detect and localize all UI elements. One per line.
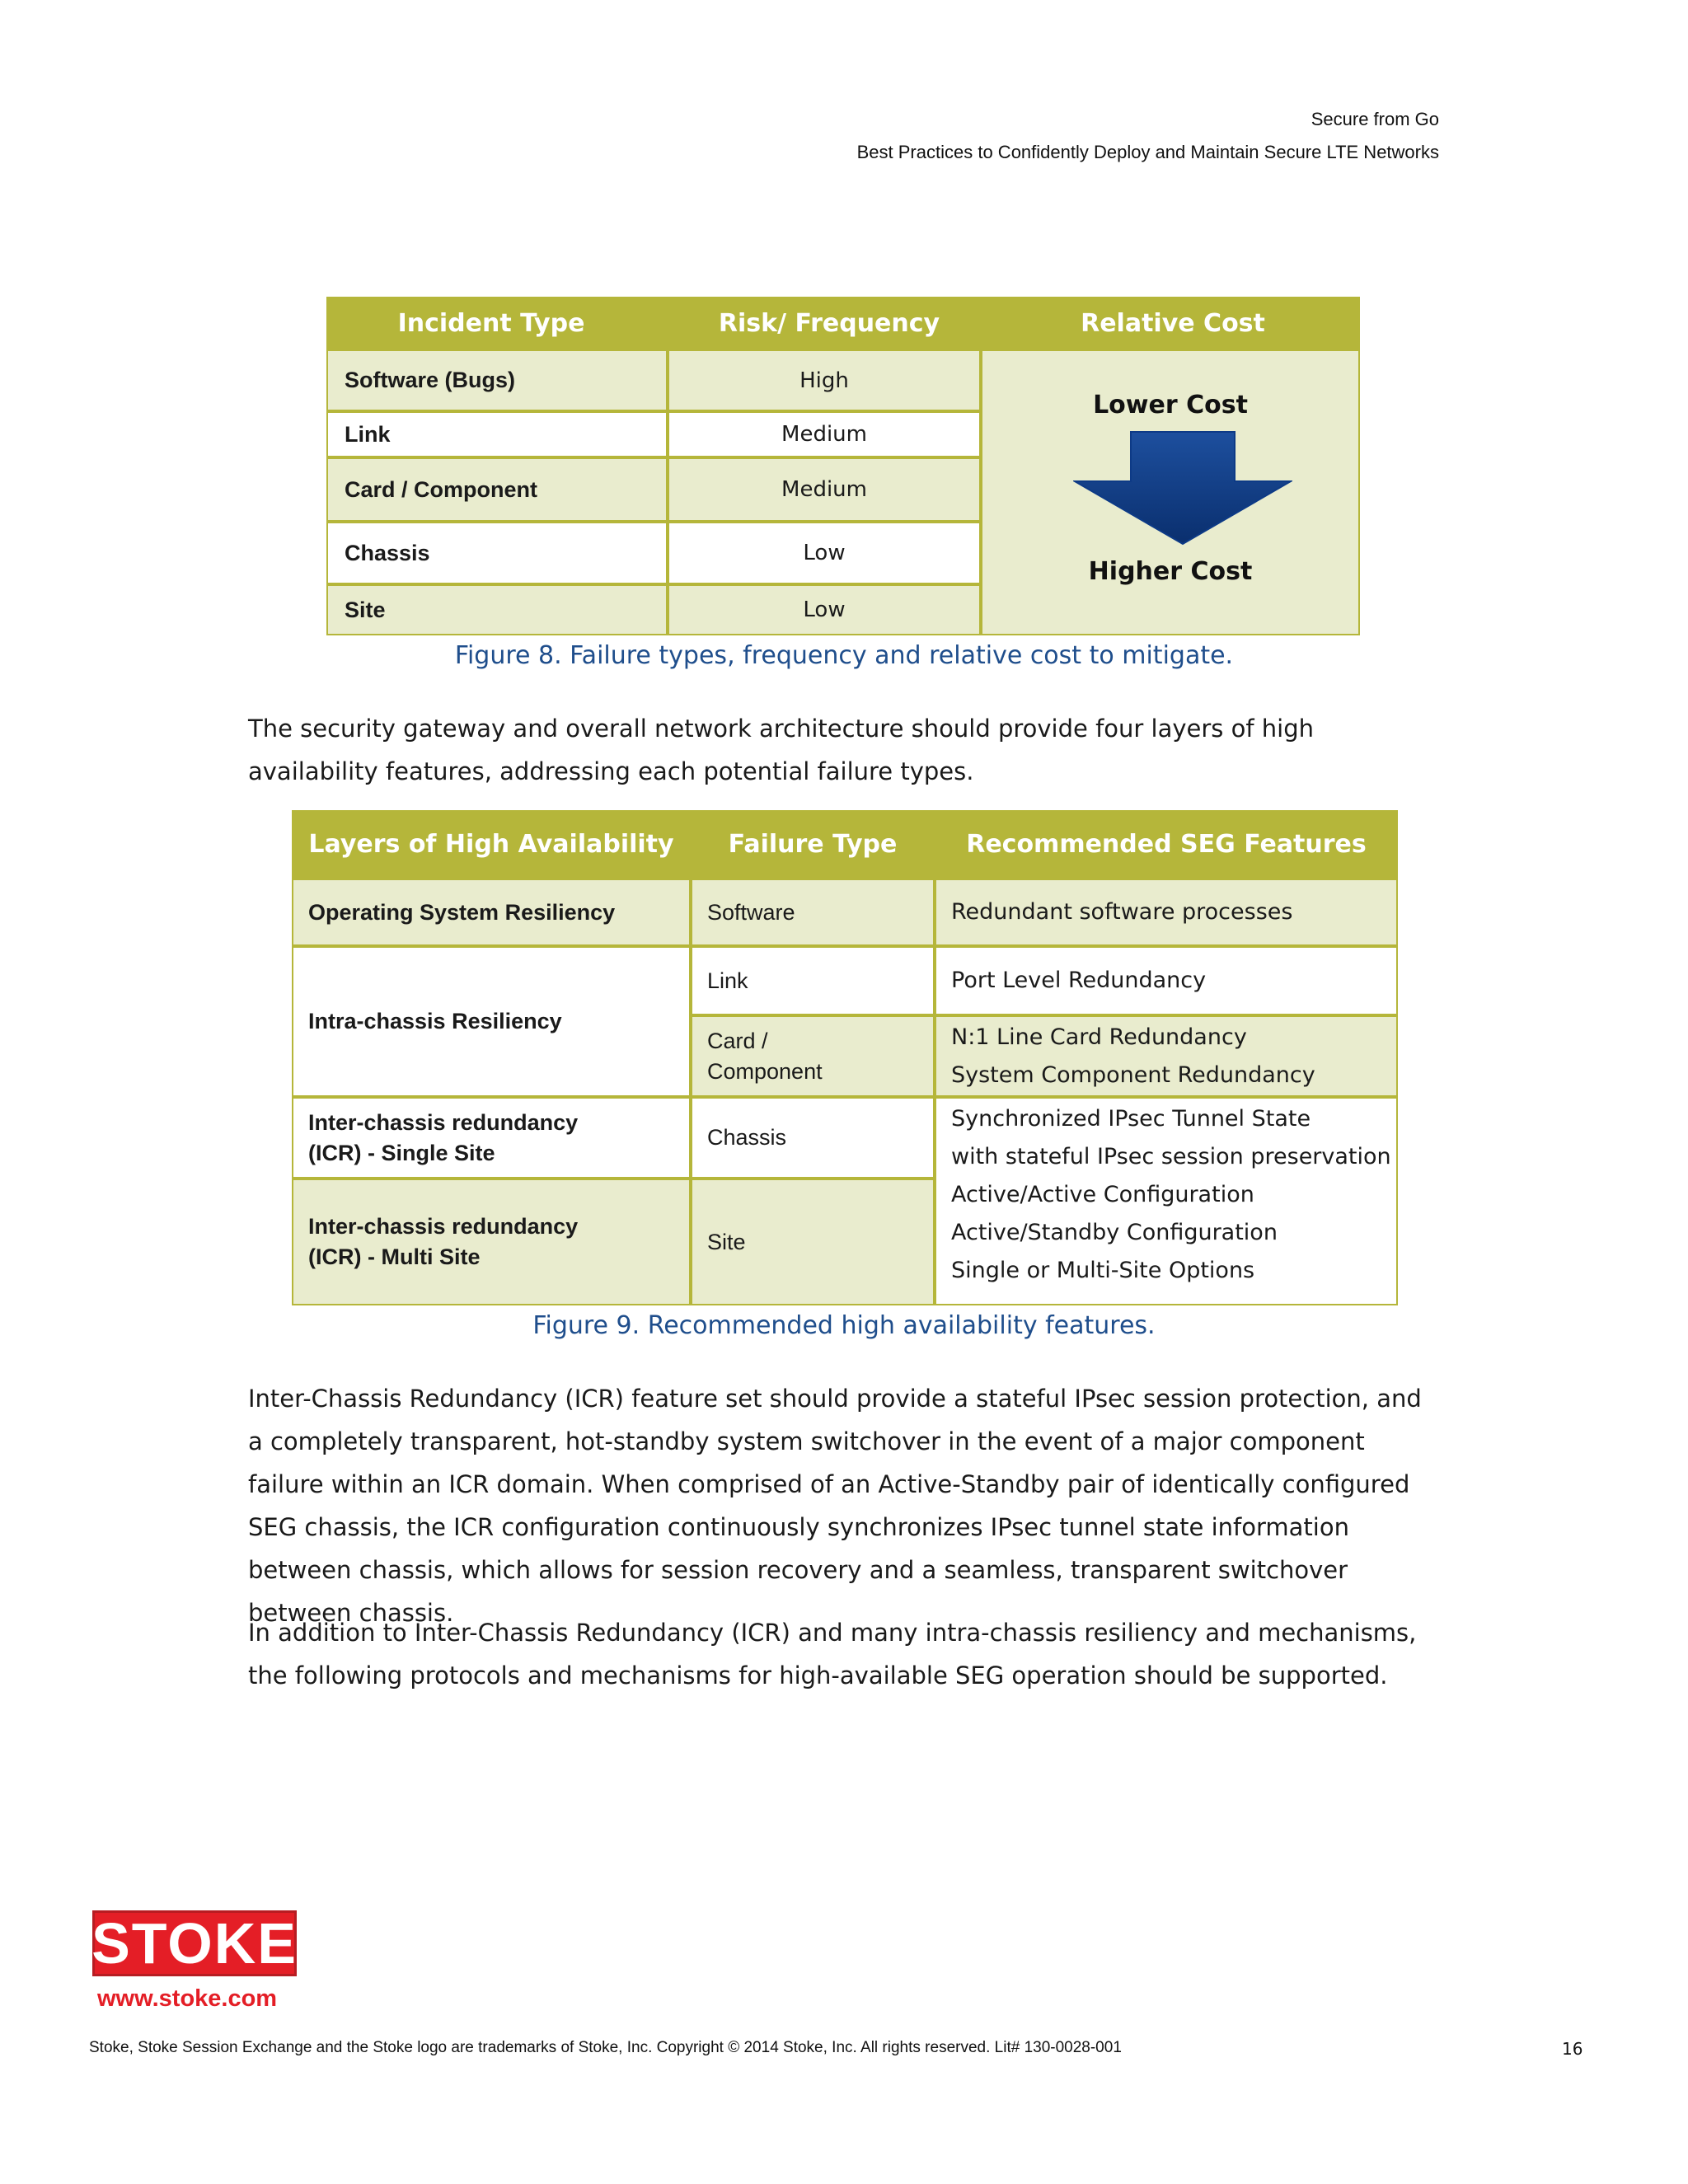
feature-card-line: System Component Redundancy — [951, 1062, 1315, 1088]
table-header-layers: Layers of High Availability — [308, 830, 674, 859]
failure-type-chassis: Chassis — [692, 1099, 933, 1177]
table-cell-frequency: High — [669, 351, 979, 410]
incident-table — [326, 297, 1360, 635]
feature-icr-line: Synchronized IPsec Tunnel State — [951, 1106, 1311, 1132]
table-cell-frequency: Medium — [669, 459, 979, 520]
website-link[interactable]: www.stoke.com — [97, 1985, 278, 2012]
table-header-failure-type: Failure Type — [728, 830, 898, 859]
failure-type-software: Software — [692, 880, 933, 944]
table-header-risk-frequency: Risk/ Frequency — [718, 308, 940, 338]
feature-card-line: N:1 Line Card Redundancy — [951, 1024, 1247, 1050]
feature-link: Port Level Redundancy — [936, 948, 1396, 1014]
table-cell-frequency: Medium — [669, 413, 979, 456]
feature-software: Redundant software processes — [936, 880, 1396, 944]
table-header-relative-cost: Relative Cost — [1081, 308, 1265, 338]
table-header-seg-features: Recommended SEG Features — [966, 830, 1367, 859]
layer-icr-multi-line: Inter-chassis redundancy — [308, 1214, 579, 1239]
feature-card — [936, 1017, 1396, 1095]
lower-cost-label: Lower Cost — [1093, 391, 1248, 419]
higher-cost-label: Higher Cost — [1088, 557, 1253, 586]
layer-icr-single-line: Inter-chassis redundancy — [308, 1109, 579, 1135]
layer-icr-single-site — [293, 1099, 689, 1177]
failure-type-link: Link — [692, 948, 933, 1014]
paragraph-protocols: In addition to Inter-Chassis Redundancy (ICR) and many intra-chassis resiliency and mechanisms, the following protocols and mechanisms for high-available SEG operation should be supported. — [248, 1619, 1417, 1690]
layer-icr-multi-site — [293, 1180, 689, 1304]
failure-type-card-line: Card / — [707, 1028, 768, 1053]
feature-icr-line: Active/Standby Configuration — [951, 1220, 1278, 1245]
layer-intra-chassis: Intra-chassis Resiliency — [293, 948, 689, 1095]
table-cell-incident: Link — [328, 413, 666, 456]
table-header-incident-type: Incident Type — [397, 308, 585, 338]
doc-title: Secure from Go — [1311, 109, 1439, 129]
high-availability-table — [292, 810, 1398, 1305]
failure-type-card — [692, 1017, 933, 1095]
figure-8-caption: Figure 8. Failure types, frequency and relative cost to mitigate. — [454, 641, 1234, 670]
table-cell-frequency: Low — [669, 586, 979, 634]
relative-cost-cell — [982, 351, 1358, 634]
page-number: 16 — [1562, 2039, 1583, 2059]
table-cell-incident: Card / Component — [328, 459, 666, 520]
down-arrow-icon — [1073, 430, 1292, 546]
logo-text: STOKE — [91, 1911, 298, 1975]
table-cell-incident: Software (Bugs) — [328, 351, 666, 410]
doc-subtitle: Best Practices to Confidently Deploy and Maintain Secure LTE Networks — [856, 142, 1439, 162]
table-cell-frequency: Low — [669, 523, 979, 583]
layer-icr-multi-line: (ICR) - Multi Site — [308, 1244, 481, 1269]
feature-icr-line: with stateful IPsec session preservation — [951, 1144, 1391, 1169]
failure-type-card-line: Component — [707, 1058, 823, 1084]
stoke-logo — [92, 1910, 297, 1976]
figure-9-caption: Figure 9. Recommended high availability features. — [532, 1311, 1156, 1340]
feature-icr-line: Active/Active Configuration — [951, 1182, 1254, 1207]
table-cell-incident: Chassis — [328, 523, 666, 583]
layer-os-resiliency: Operating System Resiliency — [293, 880, 689, 944]
legal-notice: Stoke, Stoke Session Exchange and the Stoke logo are trademarks of Stoke, Inc. Copyright © 2014 Stoke, Inc. All rights reserved. Lit# 130-0028-001 — [89, 2039, 1122, 2056]
layer-icr-single-line: (ICR) - Single Site — [308, 1140, 495, 1165]
feature-icr-line: Single or Multi-Site Options — [951, 1258, 1255, 1283]
paragraph-intro: The security gateway and overall network architecture should provide four layers of high availability features, addressing each potential failure types. — [248, 715, 1315, 785]
paragraph-icr: Inter-Chassis Redundancy (ICR) feature set should provide a stateful IPsec session protection, and a completely transparent, hot-standby system switchover in the event of a major component failure within an ICR domain. When comprised of an Active-Standby pair of identically configured SEG chassis, the ICR configuration continuously synchronizes IPsec tunnel state information between chassis, which allows for session recovery and a seamless, transparent switchover between chassis. — [248, 1385, 1422, 1627]
failure-type-site: Site — [692, 1180, 933, 1304]
table-cell-incident: Site — [328, 586, 666, 634]
feature-icr — [936, 1099, 1396, 1304]
